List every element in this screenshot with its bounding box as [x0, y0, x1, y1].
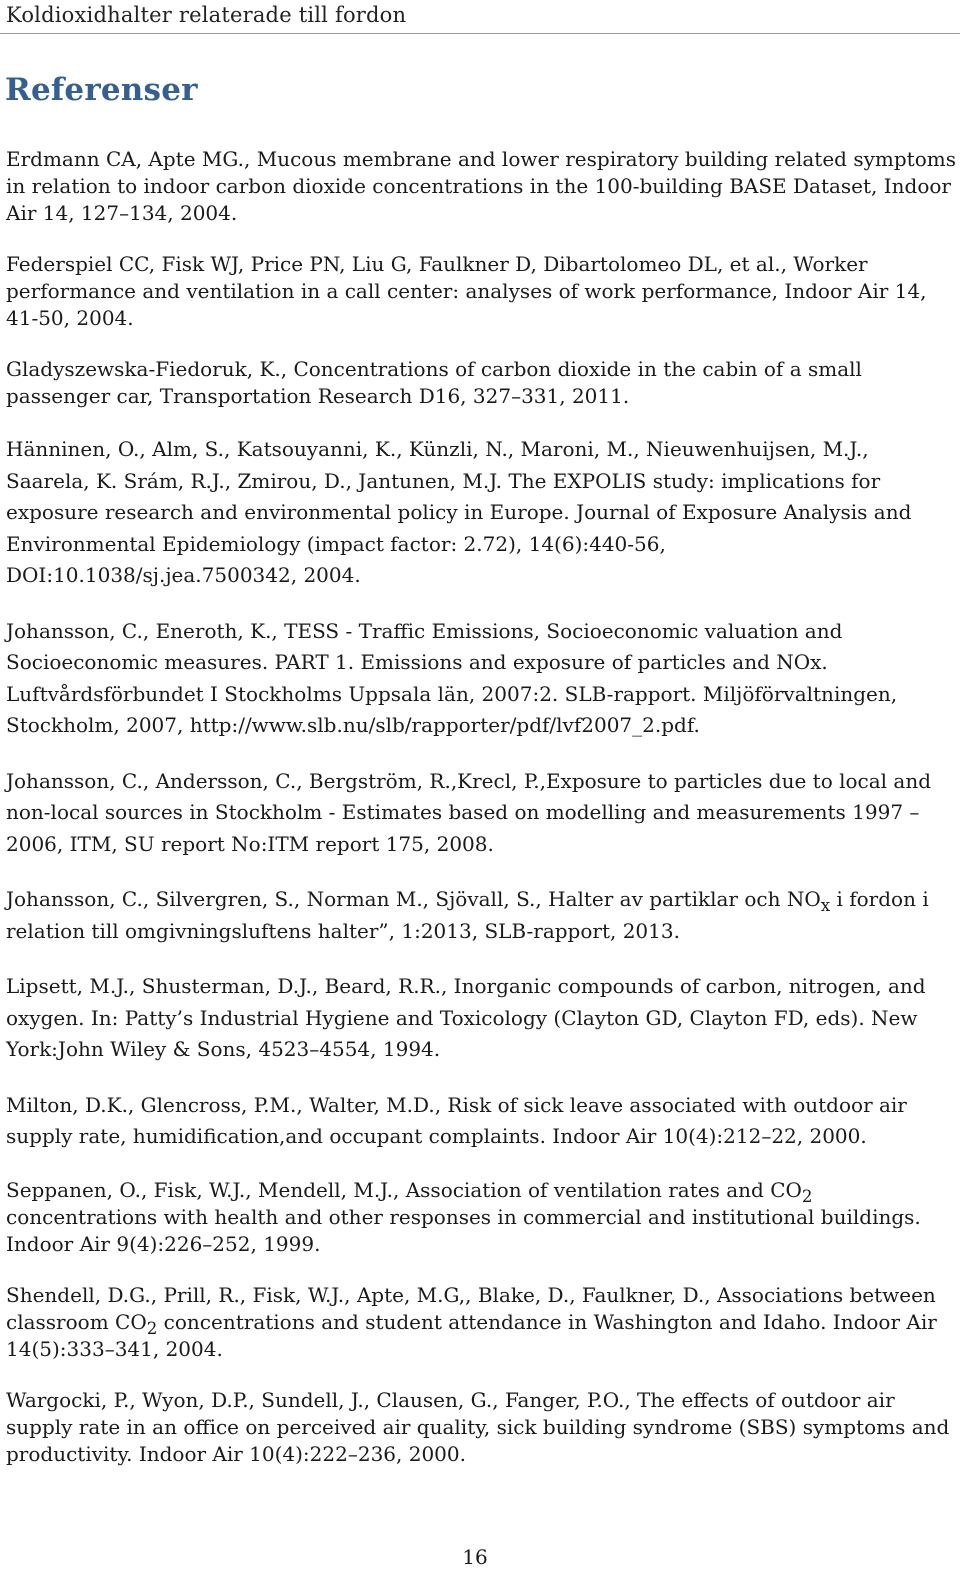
reference-item [6, 616, 956, 742]
reference-text: Lipsett, M.J., Shusterman, D.J., Beard, R.R., Inorganic compounds of carbon, nitrogen, and oxygen. In: Patty’s Industrial Hygiene and Toxicology (Clayton GD, Clayton FD, eds). New York:John Wiley & Sons, 4523–4554, 1994. [6, 974, 926, 1061]
reference-item [6, 434, 956, 592]
reference-item [6, 1387, 956, 1468]
reference-text: Wargocki, P., Wyon, D.P., Sundell, J., Clausen, G., Fanger, P.O., The effects of outdoor air supply rate in an office on perceived air quality, sick building syndrome (SBS) symptoms and productivity. Indoor Air 10(4):222–236, 2000. [6, 1387, 950, 1466]
reference-text: Gladyszewska-Fiedoruk, K., Concentrations of carbon dioxide in the cabin of a small passenger car, Transportation Research D16, 327–331, 2011. [6, 357, 862, 408]
reference-text-before: Shendell, D.G., Prill, R., Fisk, W.J., Apte, M.G,, Blake, D., Faulkner, D., Associations between classroom CO [6, 1282, 936, 1334]
reference-item [6, 884, 956, 947]
reference-text-after: i fordon i relation till omgivningsluftens halter”, 1:2013, SLB-rapport, 2013. [6, 887, 929, 943]
page-number: 16 [462, 1545, 488, 1569]
reference-item [6, 1282, 956, 1363]
reference-text-after: concentrations and student attendance in Washington and Idaho. Indoor Air 14(5):333–341, 2004. [6, 1309, 937, 1361]
reference-subscript: 2 [146, 1318, 158, 1338]
reference-list [6, 146, 956, 1492]
reference-item [6, 971, 956, 1066]
reference-item [6, 766, 956, 861]
running-header [0, 0, 960, 34]
reference-text: Johansson, C., Andersson, C., Bergström, R.,Krecl, P.,Exposure to particles due to local and non-local sources in Stockholm - Estimates based on modelling and measurements 1997 – 2006, ITM, SU report No:ITM report 175, 2008. [6, 768, 932, 856]
reference-subscript: x [820, 896, 831, 915]
reference-item [6, 146, 956, 227]
reference-text: Erdmann CA, Apte MG., Mucous membrane and lower respiratory building related symptoms in relation to indoor carbon dioxide concentrations in the 100-building BASE Dataset, Indoor Air 14, 127–134, 2004. [6, 147, 956, 225]
reference-item [6, 251, 956, 332]
reference-text: Johansson, C., Eneroth, K., TESS - Traffic Emissions, Socioeconomic valuation and Socioeconomic measures. PART 1. Emissions and exposure of particles and NOx. Luftvårdsförbundet I Stockholms Uppsala län, 2007:2. SLB-rapport. Miljöförvaltningen, Stockholm, 2007, http://www.slb.nu/slb/rapporter/pdf/lvf2007_2.pdf. [6, 618, 898, 737]
running-header-title: Koldioxidhalter relaterade till fordon [6, 3, 407, 27]
reference-text-before: Seppanen, O., Fisk, W.J., Mendell, M.J., Association of ventilation rates and CO [6, 1177, 802, 1202]
reference-text: Milton, D.K., Glencross, P.M., Walter, M.D., Risk of sick leave associated with outdoor air supply rate, humidification,and occupant complaints. Indoor Air 10(4):212–22, 2000. [6, 1092, 907, 1148]
reference-subscript: 2 [801, 1186, 813, 1206]
reference-item [6, 356, 956, 410]
reference-text: Hänninen, O., Alm, S., Katsouyanni, K., Künzli, N., Maroni, M., Nieuwenhuijsen, M.J., Saarela, K. Srám, R.J., Zmirou, D., Jantunen, M.J. The EXPOLIS study: implications for exposure research and environmental policy in Europe. Journal of Exposure Analysis and Environmental Epidemiology (impact factor: 2.72), 14(6):440-56, DOI:10.1038/sj.jea.7500342, 2004. [6, 437, 912, 587]
reference-text: Federspiel CC, Fisk WJ, Price PN, Liu G, Faulkner D, Dibartolomeo DL, et al., Worker performance and ventilation in a call center: analyses of work performance, Indoor Air 14, 41-50, 2004. [6, 252, 927, 330]
reference-item [6, 1090, 956, 1153]
section-title: Referenser [5, 72, 198, 108]
reference-text-after: concentrations with health and other responses in commercial and institutional buildings. Indoor Air 9(4):226–252, 1999. [6, 1204, 921, 1256]
reference-item [6, 1177, 956, 1258]
reference-text-before: Johansson, C., Silvergren, S., Norman M., Sjövall, S., Halter av partiklar och NO [6, 887, 821, 911]
